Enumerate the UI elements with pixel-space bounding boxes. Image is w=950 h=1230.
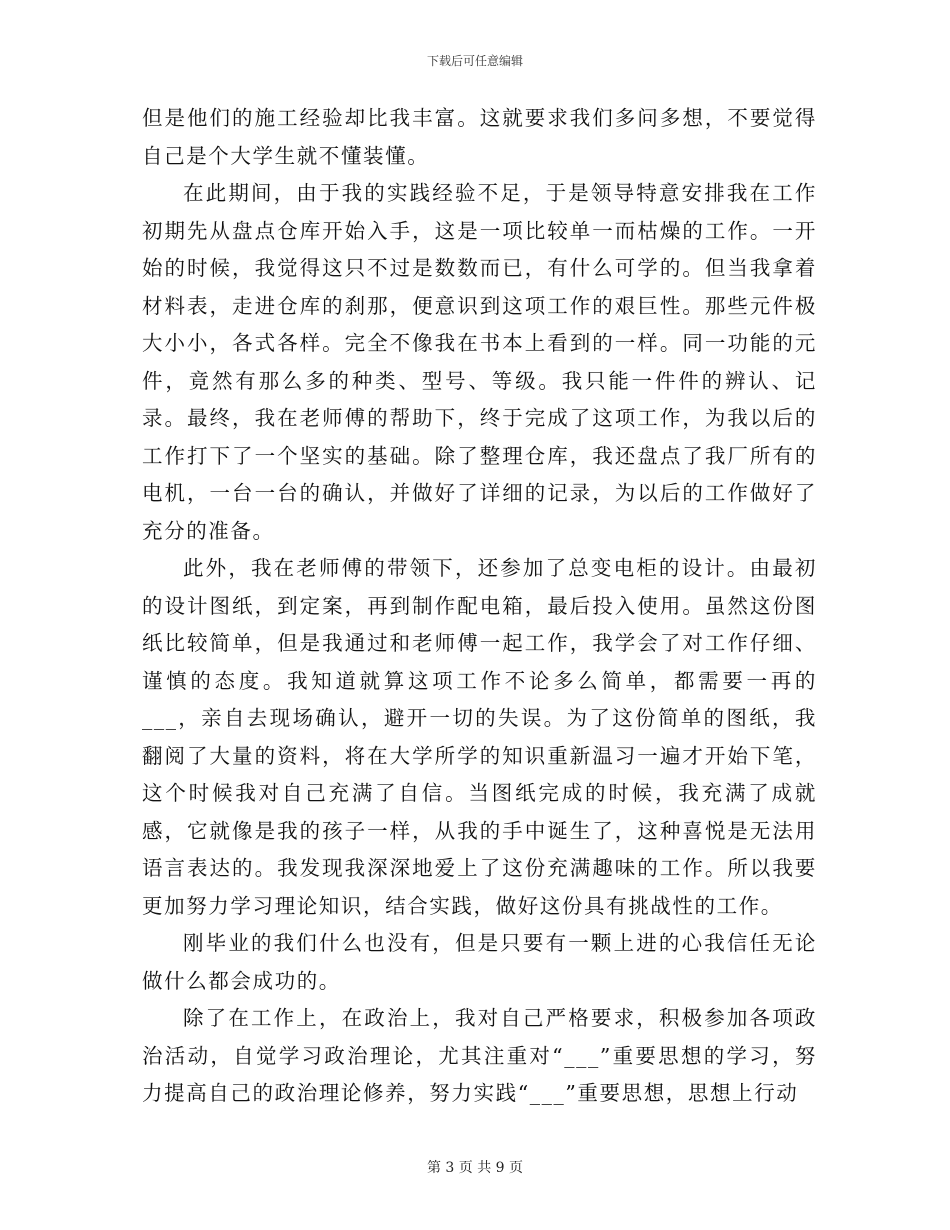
page-header: 下载后可任意编辑 — [426, 54, 523, 68]
paragraph-5: 除了在工作上，在政治上，我对自己严格要求，积极参加各项政治活动，自觉学习政治理论，尤其注重对“___”重要思想的学习，努力提高自己的政治理论修养，努力实践“___”重要思想，思想上行动 — [142, 1006, 817, 1105]
paragraph-3: 此外，我在老师傅的带领下，还参加了总变电柜的设计。由最初的设计图纸，到定案，再到制作配电箱，最后投入使用。虽然这份图纸比较简单，但是我通过和老师傅一起工作，我学会了对工作仔细、谨慎的态度。我知道就算这项工作不论多么简单，都需要一再的___，亲自去现场确认，避开一切的失误。为了这份简单的图纸，我翻阅了大量的资料，将在大学所学的知识重新温习一遍才开始下笔，这个时候我对自己充满了自信。当图纸完成的时候，我充满了成就感，它就像是我的孩子一样，从我的手中诞生了，这种喜悦是无法用语言表达的。我发现我深深地爱上了这份充满趣味的工作。所以我要更加努力学习理论知识，结合实践，做好这份具有挑战性的工作。 — [142, 556, 817, 918]
document-body — [142, 100, 817, 1113]
paragraph-1: 但是他们的施工经验却比我丰富。这就要求我们多问多想，不要觉得自己是个大学生就不懂装懂。 — [142, 106, 817, 168]
paragraph-2: 在此期间，由于我的实践经验不足，于是领导特意安排我在工作初期先从盘点仓库开始入手，这是一项比较单一而枯燥的工作。一开始的时候，我觉得这只不过是数数而已，有什么可学的。但当我拿着材料表，走进仓库的刹那，便意识到这项工作的艰巨性。那些元件极大小小，各式各样。完全不像我在书本上看到的一样。同一功能的元件，竟然有那么多的种类、型号、等级。我只能一件件的辨认、记录。最终，我在老师傅的帮助下，终于完成了这项工作，为我以后的工作打下了一个坚实的基础。除了整理仓库，我还盘点了我厂所有的电机，一台一台的确认，并做好了详细的记录，为以后的工作做好了充分的准备。 — [142, 181, 817, 543]
paragraph-4: 刚毕业的我们什么也没有，但是只要有一颗上进的心我信任无论做什么都会成功的。 — [142, 931, 817, 993]
page-footer: 第 3 页 共 9 页 — [426, 1160, 524, 1176]
